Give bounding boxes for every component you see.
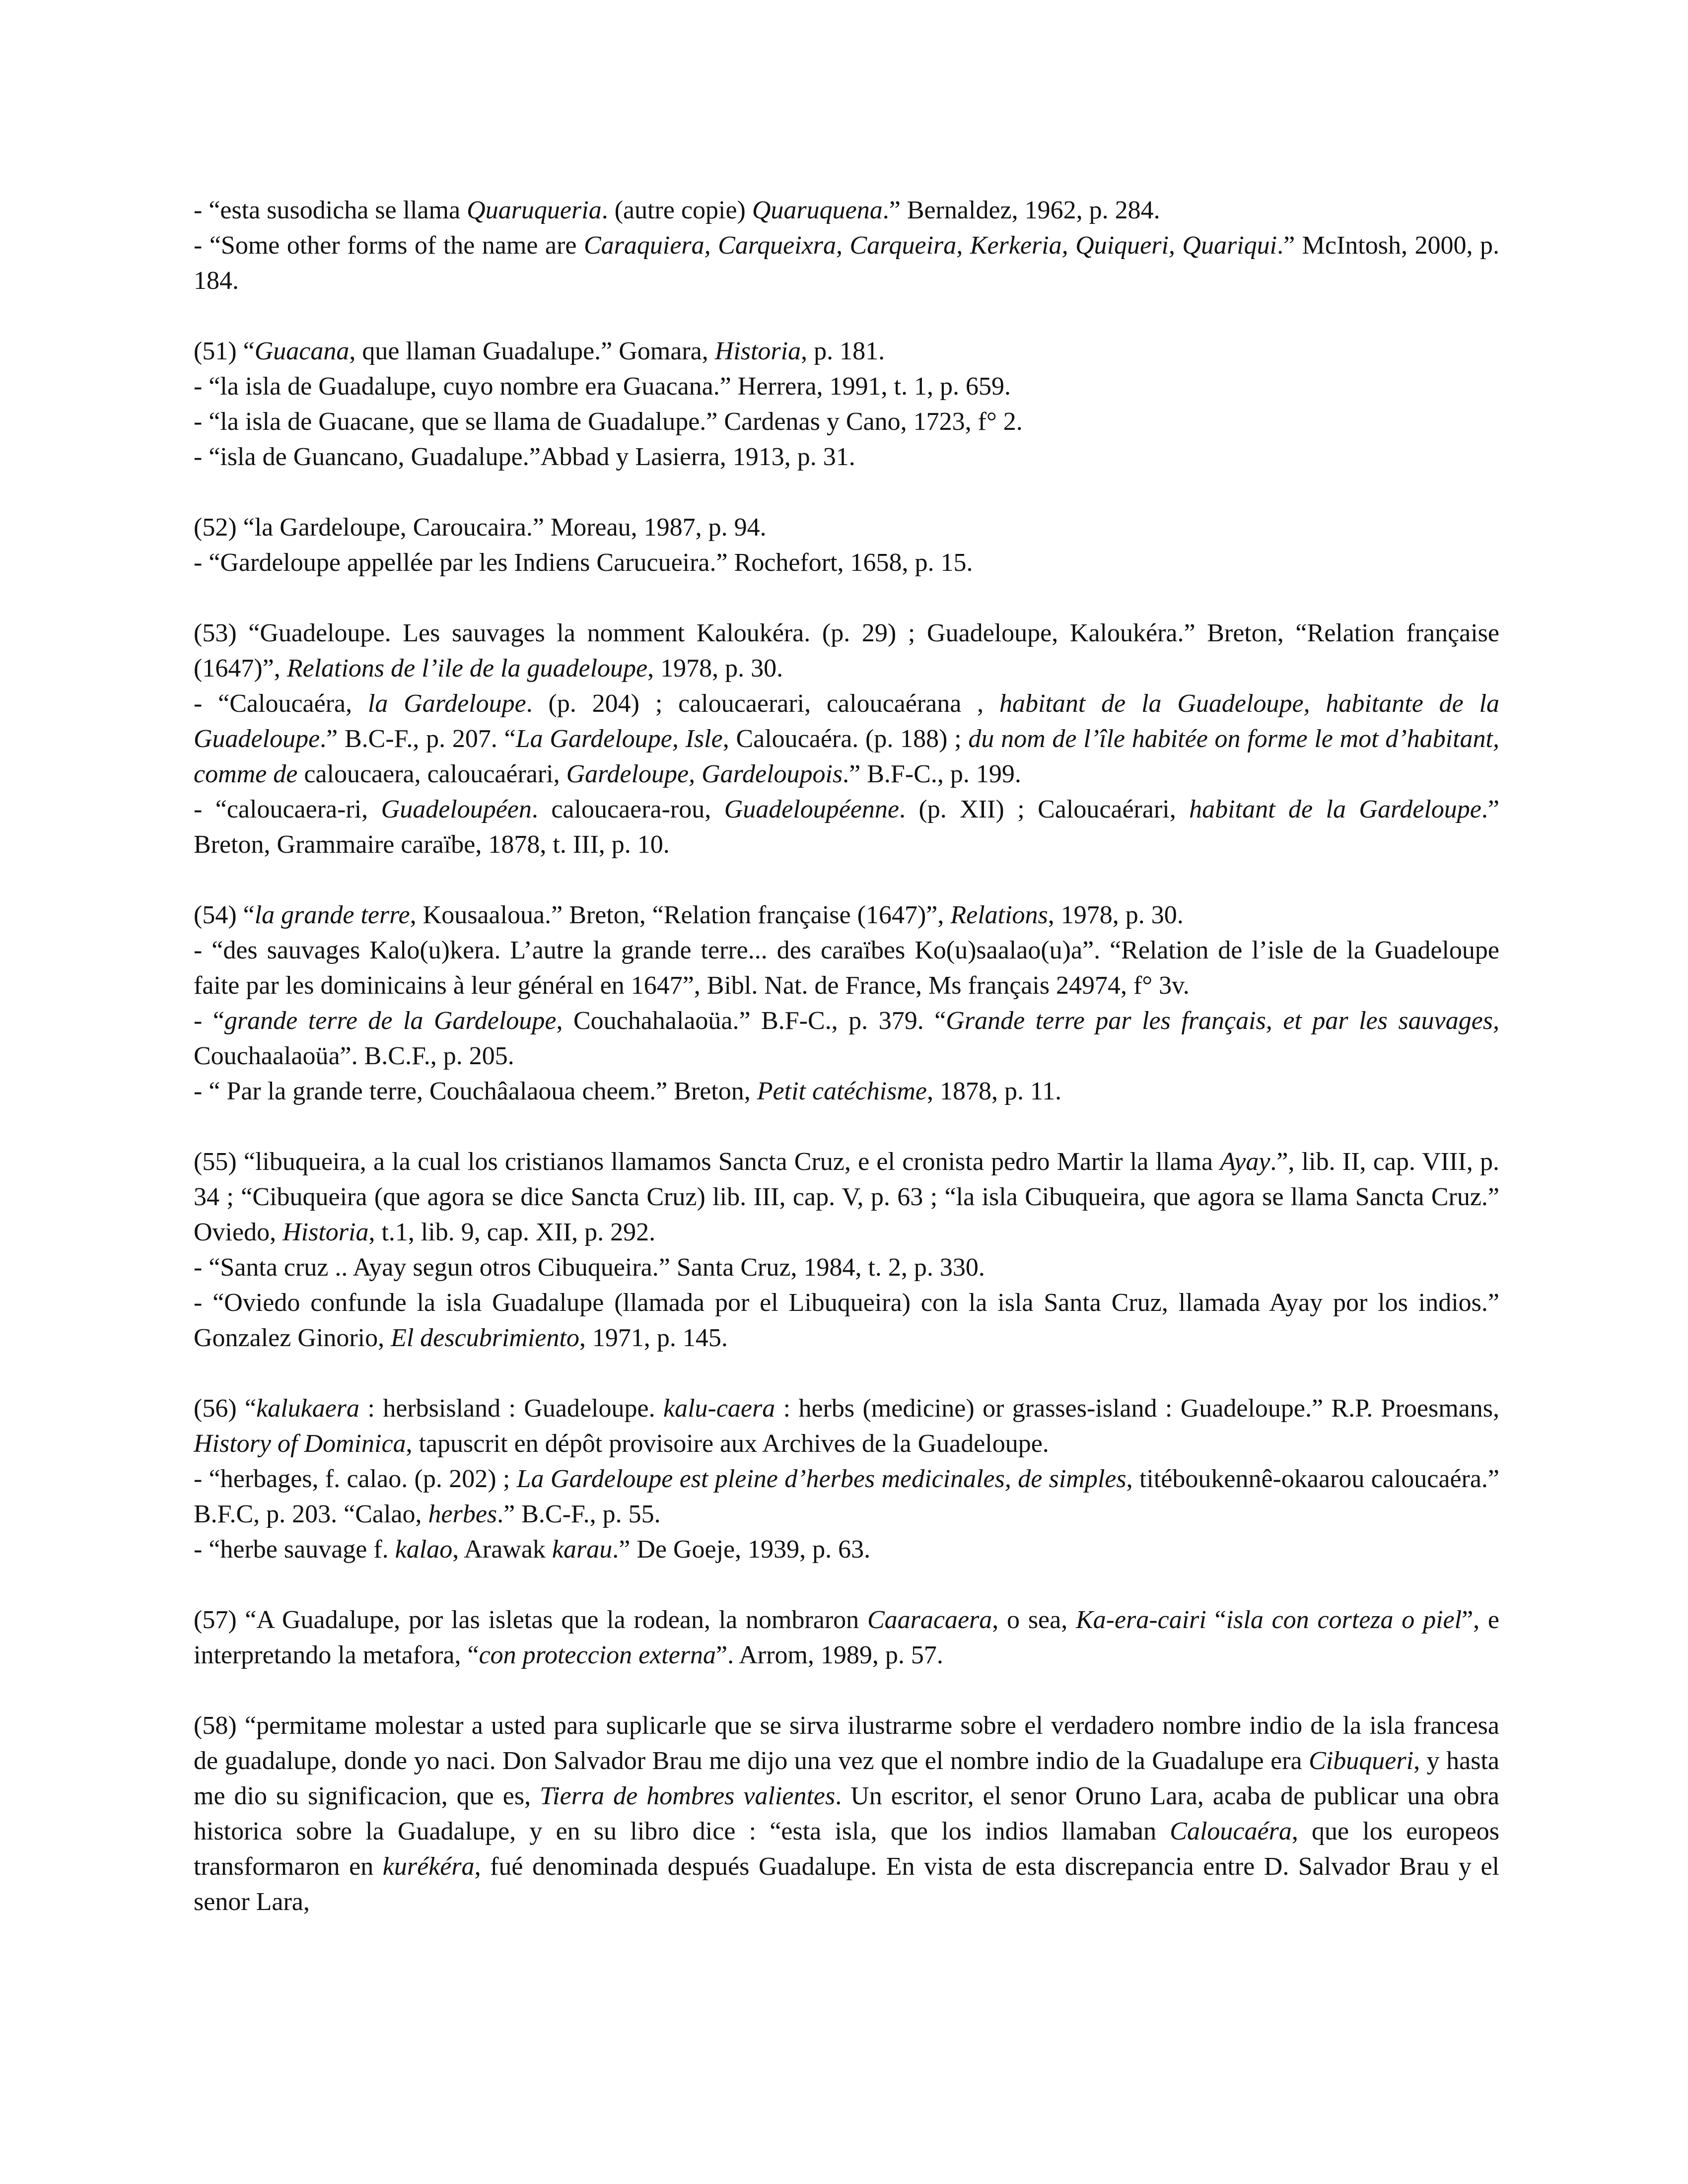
text-run: , 1878, p. 11. — [927, 1077, 1062, 1105]
italic-text: isla con corteza o piel — [1226, 1606, 1462, 1634]
note-line — [194, 897, 1499, 933]
italic-text: kalukaera — [256, 1394, 360, 1423]
text-run: , Kousaaloua.” Breton, “Relation française (1647)”, — [410, 901, 951, 929]
note-block — [194, 897, 1499, 1109]
note-block — [194, 334, 1499, 475]
text-run: , Arawak — [452, 1535, 552, 1564]
text-run: , y hasta me dio su significacion, que es, — [194, 1747, 1500, 1810]
note-line — [194, 1074, 1499, 1109]
text-run: , que los europeos transformaron en — [194, 1817, 1499, 1881]
note-line — [194, 1532, 1499, 1567]
italic-text: Quaruqueria — [467, 196, 602, 224]
note-line — [194, 228, 1499, 298]
text-run: ”. Arrom, 1989, p. 57. — [716, 1641, 943, 1669]
text-run: : herbs (medicine) or grasses-island : Guadeloupe.” R.P. Proesmans, — [775, 1394, 1499, 1423]
text-run: - “Caloucaéra, — [194, 689, 368, 718]
italic-text: Ka-era-cairi — [1076, 1606, 1206, 1634]
text-run: , o sea, — [992, 1606, 1076, 1634]
text-run: - “ — [194, 1007, 224, 1035]
note-line — [194, 792, 1499, 862]
italic-text: habitant de la Guadeloupe, habitante de la Guadeloupe — [194, 689, 1499, 753]
text-run: , 1971, p. 145. — [579, 1324, 728, 1352]
note-block — [194, 1708, 1499, 1919]
text-run: , 1978, p. 30. — [1048, 901, 1184, 929]
text-run: .” B.C-F., p. 207. “ — [320, 725, 516, 753]
note-line — [194, 1144, 1499, 1250]
note-line — [194, 439, 1499, 475]
text-run: ”, e interpretando la metafora, “ — [194, 1606, 1499, 1669]
text-run: (51) “ — [194, 337, 255, 365]
text-run: , Caloucaéra. (p. 188) ; — [722, 725, 969, 753]
text-run: - “des sauvages Kalo(u)kera. L’autre la grande terre... des caraïbes Ko(u)saalao(u)a”. “Relation de l’isle de la Guadeloupe faite par les dominicains à leur général en 1647”, Bibl. Nat. de France, Ms français 24974, f° 3v. — [194, 936, 1499, 1000]
text-run: .” Breton, Grammaire caraïbe, 1878, t. III, p. 10. — [194, 795, 1499, 859]
text-run: - “la isla de Guacane, que se llama de Guadalupe.” Cardenas y Cano, 1723, f° 2. — [194, 408, 1023, 436]
note-block — [194, 615, 1499, 862]
italic-text: karau — [552, 1535, 613, 1564]
note-line — [194, 545, 1499, 580]
text-run: .” Bernaldez, 1962, p. 284. — [882, 196, 1160, 224]
text-run: . (autre copie) — [601, 196, 752, 224]
italic-text: Petit catéchisme — [757, 1077, 927, 1105]
note-line — [194, 933, 1499, 1003]
text-run: Couchaalaoüa”. B.C.F., p. 205. — [194, 1042, 514, 1070]
text-run: . Un escritor, el senor Oruno Lara, acaba de publicar una obra historica sobre la Guadalupe, y en su libro dice : “esta isla, que los indios llamaban — [194, 1782, 1499, 1845]
text-run: - “ Par la grande terre, Couchâalaoua cheem.” Breton, — [194, 1077, 757, 1105]
italic-text: kurékéra — [382, 1852, 475, 1881]
note-line — [194, 615, 1499, 686]
text-run: (58) “permitame molestar a usted para suplicarle que se sirva ilustrarme sobre el verdadero nombre indio de la isla francesa de guadalupe, donde yo naci. Don Salvador Brau me dijo una vez que el nombre indio de la Guadalupe era — [194, 1711, 1499, 1775]
text-run: , que llaman Guadalupe.” Gomara, — [349, 337, 715, 365]
text-run: , t.1, lib. 9, cap. XII, p. 292. — [368, 1218, 656, 1246]
text-run: - “herbages, f. calao. (p. 202) ; — [194, 1465, 517, 1493]
note-line — [194, 404, 1499, 439]
text-run: , p. 181. — [801, 337, 885, 365]
text-run: , 1978, p. 30. — [647, 654, 783, 682]
italic-text: la grande terre — [254, 901, 410, 929]
note-line — [194, 1285, 1499, 1356]
text-run: , tapuscrit en dépôt provisoire aux Archives de la Guadeloupe. — [406, 1430, 1049, 1458]
text-run: . (p. XII) ; Caloucaérari, — [899, 795, 1190, 823]
document-page — [194, 193, 1499, 1955]
note-line — [194, 334, 1499, 369]
text-run: - “Gardeloupe appellée par les Indiens Carucueira.” Rochefort, 1658, p. 15. — [194, 548, 973, 577]
text-run: - “Santa cruz .. Ayay segun otros Cibuqueira.” Santa Cruz, 1984, t. 2, p. 330. — [194, 1253, 985, 1282]
italic-text: El descubrimiento — [391, 1324, 579, 1352]
italic-text: Caaracaera — [867, 1606, 992, 1634]
text-run: , titéboukennê-okaarou caloucaéra.” B.F.C, p. 203. “Calao, — [194, 1465, 1499, 1528]
note-block — [194, 1602, 1499, 1673]
text-run: . caloucaera-rou, — [531, 795, 724, 823]
italic-text: Tierra de hombres valientes — [540, 1782, 836, 1810]
italic-text: Relations — [950, 901, 1048, 929]
italic-text: grande terre de la Gardeloupe — [224, 1007, 557, 1035]
italic-text: La Gardeloupe, Isle — [515, 725, 723, 753]
text-run: .”, lib. II, cap. VIII, p. 34 ; “Cibuqueira (que agora se dice Sancta Cruz) lib. III, cap. V, p. 63 ; “la isla Cibuqueira, que agora se llama Sancta Cruz.” Oviedo, — [194, 1148, 1499, 1246]
note-line — [194, 1602, 1499, 1673]
italic-text: kalao — [395, 1535, 453, 1564]
italic-text: Historia — [714, 337, 801, 365]
note-line — [194, 1708, 1499, 1919]
italic-text: herbes — [428, 1500, 497, 1528]
note-line — [194, 193, 1499, 228]
note-line — [194, 1003, 1499, 1074]
text-run: (56) “ — [194, 1394, 257, 1423]
note-line — [194, 686, 1499, 792]
note-block — [194, 1144, 1499, 1356]
italic-text: con proteccion externa — [479, 1641, 716, 1669]
italic-text: Relations de l’ile de la guadeloupe — [286, 654, 648, 682]
text-run: (54) “ — [194, 901, 255, 929]
italic-text: Caraquiera, Carqueixra, Carqueira, Kerkeria, Quiqueri, Quariqui — [583, 231, 1277, 260]
text-run: - “Some other forms of the name are — [194, 231, 584, 260]
note-block — [194, 193, 1499, 298]
note-line — [194, 1250, 1499, 1285]
text-run: .” B.C-F., p. 55. — [497, 1500, 661, 1528]
text-run: .” McIntosh, 2000, p. 184. — [194, 231, 1499, 295]
text-run: (52) “la Gardeloupe, Caroucaira.” Moreau, 1987, p. 94. — [194, 513, 767, 542]
note-block — [194, 510, 1499, 580]
text-run: .” B.F-C., p. 199. — [843, 760, 1021, 788]
text-run: - “caloucaera-ri, — [194, 795, 381, 823]
italic-text: Grande terre par les français, et par les sauvages, — [946, 1007, 1500, 1035]
note-line — [194, 1461, 1499, 1532]
text-run: (53) “Guadeloupe. Les sauvages la nomment Kaloukéra. (p. 29) ; Guadeloupe, Kaloukéra.” Breton, “Relation française (1647)”, — [194, 619, 1499, 682]
note-line — [194, 510, 1499, 545]
text-run: - “herbe sauvage f. — [194, 1535, 395, 1564]
italic-text: Gardeloupe, Gardeloupois — [566, 760, 843, 788]
italic-text: habitant de la Gardeloupe — [1189, 795, 1481, 823]
italic-text: History of Dominica — [194, 1430, 406, 1458]
text-run: - “Oviedo confunde la isla Guadalupe (llamada por el Libuqueira) con la isla Santa Cruz, llamada Ayay por los indios.” Gonzalez Ginorio, — [194, 1289, 1499, 1352]
italic-text: Caloucaéra — [1170, 1817, 1292, 1845]
italic-text: Quaruquena — [752, 196, 883, 224]
italic-text: Guadeloupéenne — [724, 795, 900, 823]
italic-text: La Gardeloupe est pleine d’herbes medicinales, de simples — [516, 1465, 1126, 1493]
italic-text: kalu-caera — [663, 1394, 775, 1423]
italic-text: Guadeloupéen — [381, 795, 532, 823]
note-block — [194, 1391, 1499, 1567]
text-run: caloucaera, caloucaérari, — [297, 760, 566, 788]
text-run: . (p. 204) ; caloucaerari, caloucaérana , — [526, 689, 999, 718]
text-run: .” De Goeje, 1939, p. 63. — [612, 1535, 871, 1564]
italic-text: la Gardeloupe — [367, 689, 526, 718]
text-run: (57) “A Guadalupe, por las isletas que la rodean, la nombraron — [194, 1606, 867, 1634]
text-run: - “la isla de Guadalupe, cuyo nombre era Guacana.” Herrera, 1991, t. 1, p. 659. — [194, 372, 1011, 401]
italic-text: Guacana — [254, 337, 350, 365]
text-run: , Couchahalaoüa.” B.F-C., p. 379. “ — [556, 1007, 946, 1035]
note-line — [194, 369, 1499, 404]
note-line — [194, 1391, 1499, 1461]
italic-text: du nom de l’île habitée on forme le mot d’habitant, comme de — [194, 725, 1499, 788]
text-run: “ — [1206, 1606, 1226, 1634]
text-run: (55) “libuqueira, a la cual los cristianos llamamos Sancta Cruz, e el cronista pedro Martir la llama — [194, 1148, 1220, 1176]
text-run: - “esta susodicha se llama — [194, 196, 467, 224]
text-run: : herbsisland : Guadeloupe. — [359, 1394, 663, 1423]
text-run: - “isla de Guancano, Guadalupe.”Abbad y Lasierra, 1913, p. 31. — [194, 443, 855, 471]
italic-text: Historia — [282, 1218, 369, 1246]
text-run: , fué denominada después Guadalupe. En vista de esta discrepancia entre D. Salvador Brau y el senor Lara, — [194, 1852, 1500, 1916]
italic-text: Cibuqueri — [1309, 1747, 1414, 1775]
italic-text: Ayay — [1220, 1148, 1270, 1176]
